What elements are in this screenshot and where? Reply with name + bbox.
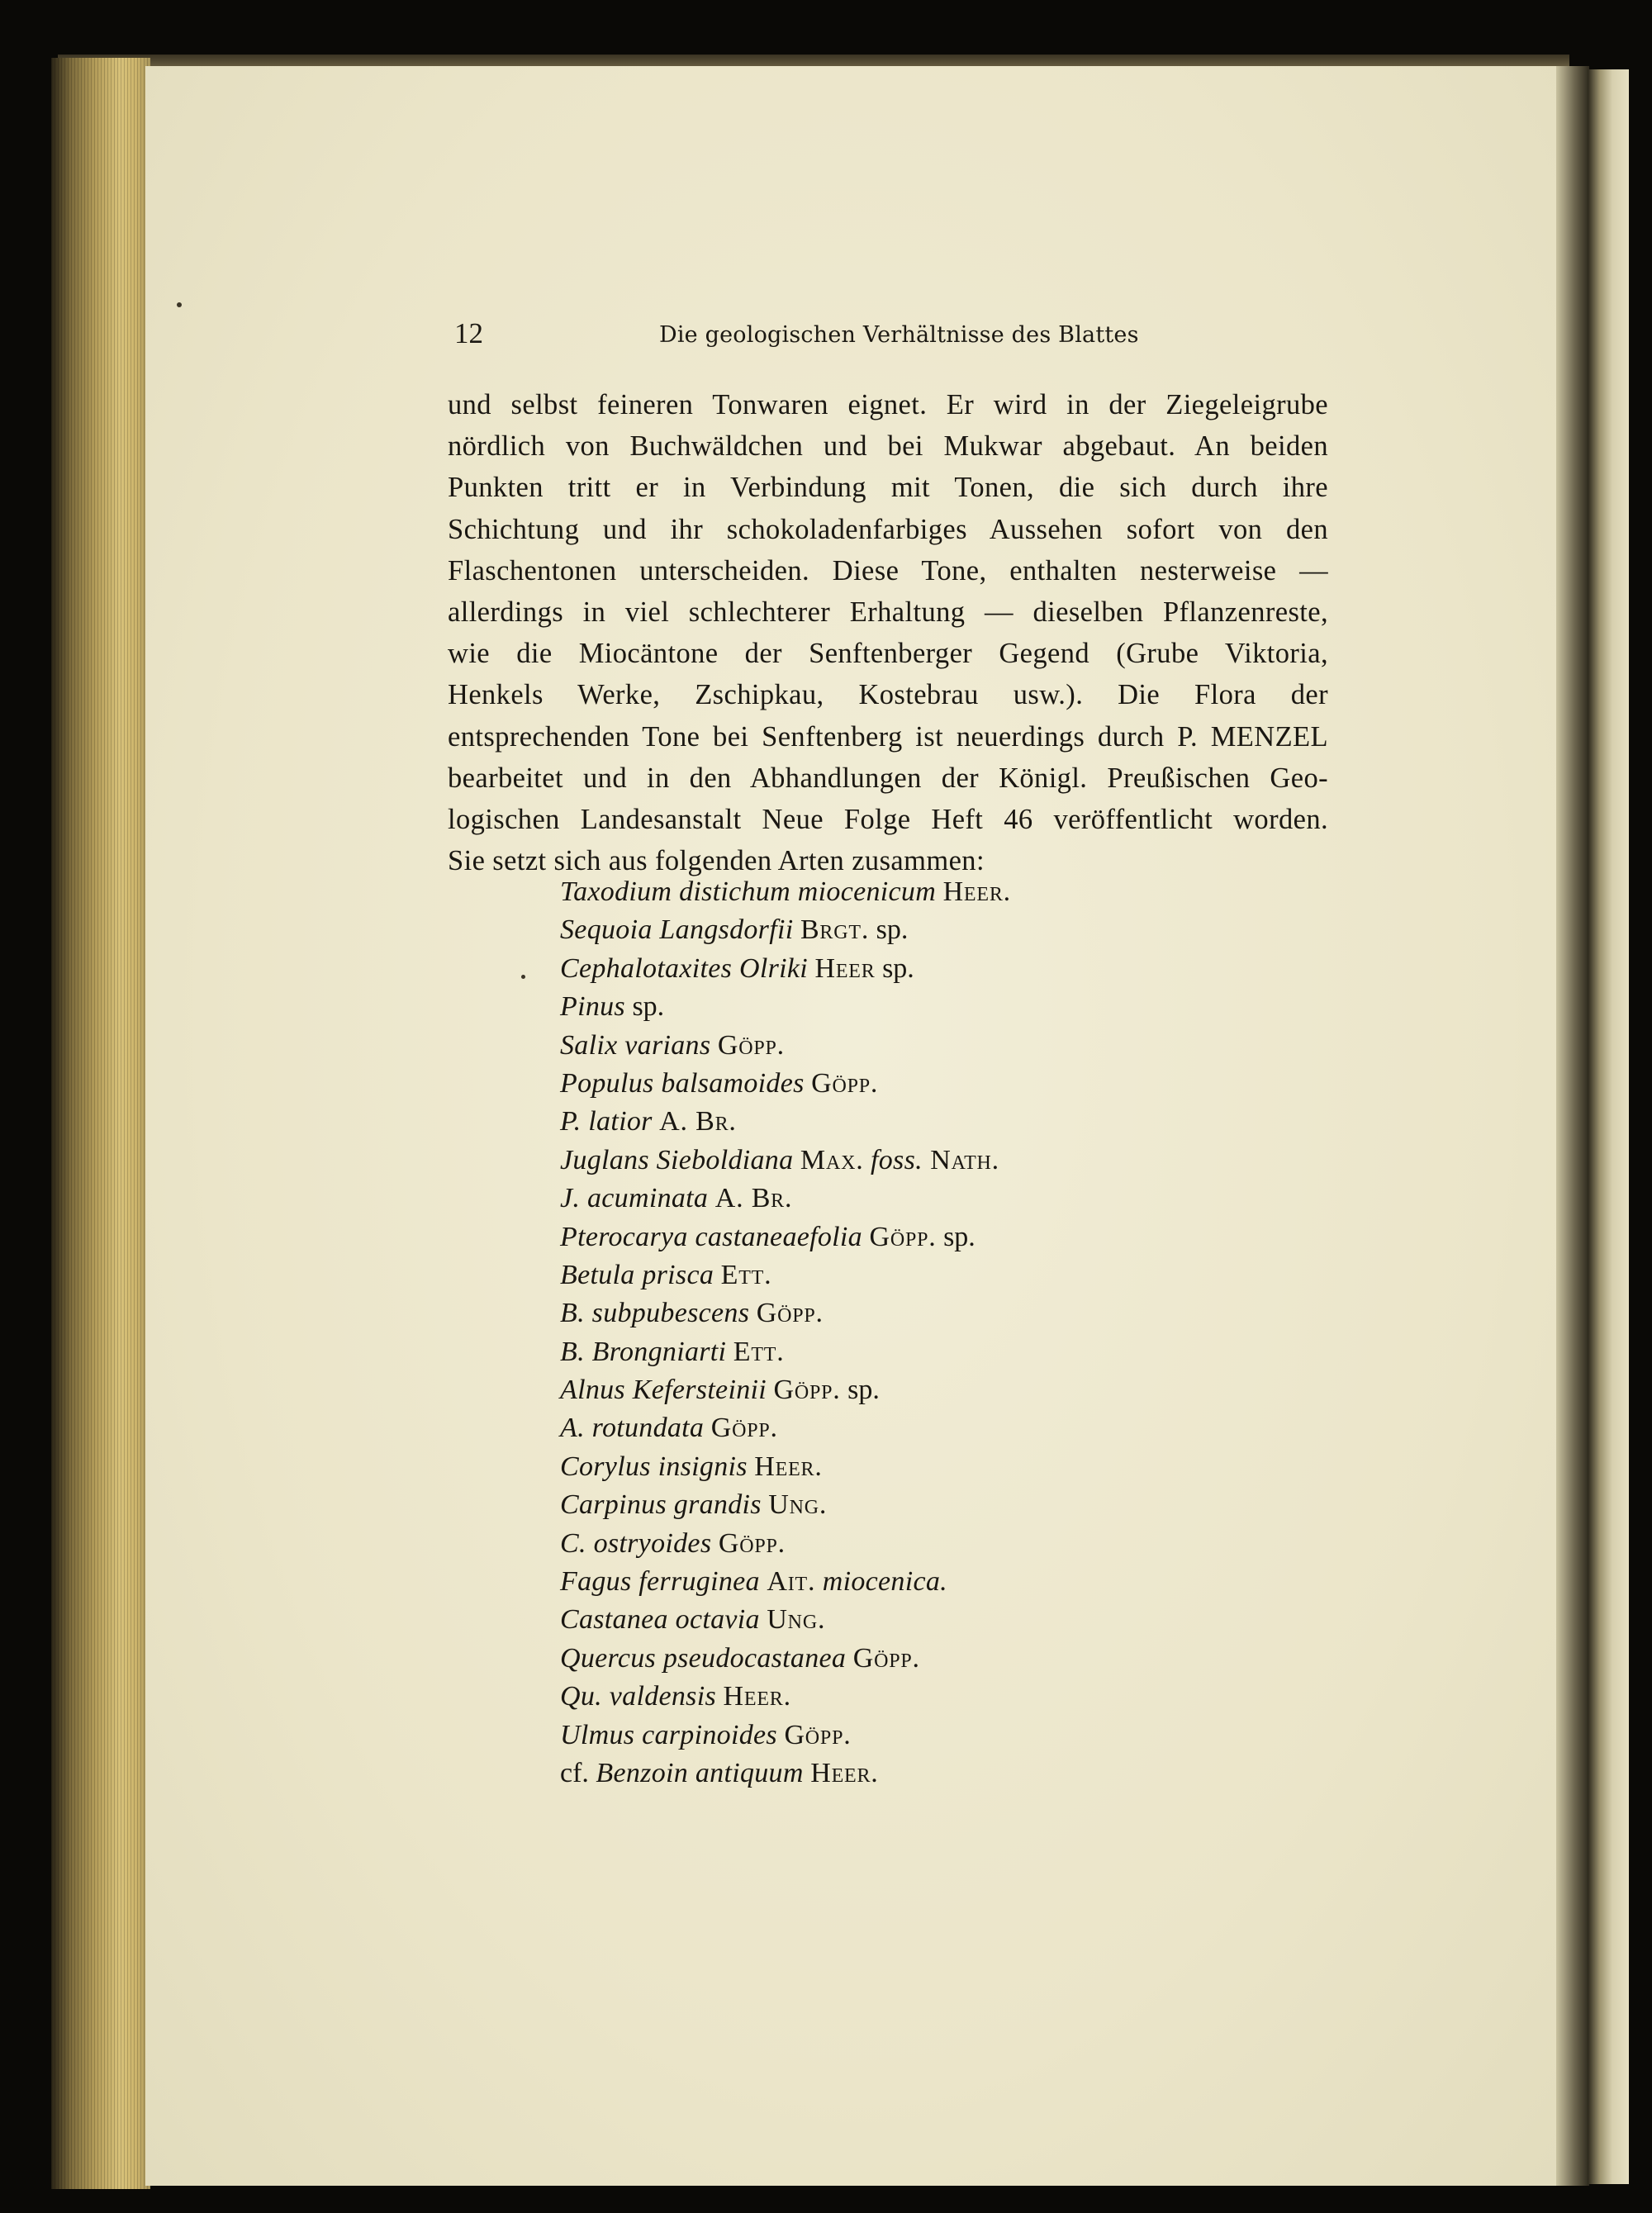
species-suffix: sp. <box>876 914 909 946</box>
species-name: Pterocarya castaneaefolia <box>560 1221 862 1252</box>
species-suffix: sp. <box>943 1221 976 1252</box>
species-name: Corylus insignis <box>560 1451 748 1482</box>
species-entry <box>560 1218 1011 1256</box>
species-entry <box>560 1640 1011 1678</box>
paragraph-line: Flaschentonen unterscheiden. Diese Tone, enthalten nesterweise — <box>448 554 1328 586</box>
species-author: Heer. <box>942 876 1011 907</box>
species-entry <box>560 1065 1011 1103</box>
species-author: Göpp. <box>717 1029 785 1061</box>
species-name: Populus balsamoides <box>560 1067 805 1099</box>
species-entry <box>560 1027 1011 1065</box>
species-author: Göpp. <box>710 1413 778 1444</box>
species-author: A. Br. <box>659 1106 737 1137</box>
species-author: Göpp. <box>773 1375 841 1406</box>
species-entry <box>560 1256 1011 1294</box>
species-name: Quercus pseudocastanea <box>560 1642 847 1674</box>
species-entry <box>560 1180 1011 1218</box>
paragraph-line: entsprechenden Tone bei Senftenberg ist neuerdings durch P. MENZEL <box>448 720 1328 753</box>
paragraph-line: wie die Miocäntone der Senftenberger Gegend (Grube Viktoria, <box>448 638 1328 670</box>
species-name: Fagus ferruginea <box>560 1566 760 1598</box>
species-entry <box>560 950 1011 988</box>
paragraph-line: Sie setzt sich aus folgenden Arten zusammen: <box>448 845 985 877</box>
paragraph-line: Punkten tritt er in Verbindung mit Tonen, die sich durch ihre <box>448 472 1328 504</box>
species-name: Salix varians <box>560 1029 711 1061</box>
running-header <box>454 317 1338 359</box>
species-entry <box>560 1525 1011 1563</box>
species-author: Heer <box>814 952 876 984</box>
species-author: Ung. <box>768 1489 828 1521</box>
species-author: Max. <box>800 1144 864 1175</box>
species-tail: foss. Nath. <box>871 1144 999 1175</box>
species-prefix: cf. <box>560 1757 589 1788</box>
paragraph-line: nördlich von Buchwäldchen und bei Mukwar abgebaut. An beiden <box>448 430 1328 463</box>
species-author: Göpp. <box>718 1527 786 1559</box>
paper-speck <box>521 975 525 979</box>
paragraph-line: allerdings in viel schlechterer Erhaltung — dieselben Pflanzenreste, <box>448 596 1328 628</box>
species-author: Göpp. <box>756 1298 824 1329</box>
species-author: Ait. <box>767 1566 816 1598</box>
species-name: J. acuminata <box>560 1183 709 1214</box>
body-paragraph <box>448 384 1328 881</box>
species-author: A. Br. <box>714 1183 793 1214</box>
species-name: P. latior <box>560 1106 653 1137</box>
species-name: B. subpubescens <box>560 1298 750 1329</box>
species-tail: miocenica. <box>822 1566 947 1598</box>
species-entry <box>560 1409 1011 1447</box>
species-author: Göpp. <box>811 1067 879 1099</box>
species-name: Castanea octavia <box>560 1604 760 1636</box>
species-author: Ett. <box>720 1259 772 1290</box>
species-author: Ung. <box>767 1604 826 1636</box>
running-head-title: Die geologischen Verhältnisse des Blattes <box>659 322 1139 348</box>
species-entry <box>560 1563 1011 1601</box>
species-entry <box>560 1294 1011 1332</box>
species-entry <box>560 1678 1011 1716</box>
species-entry <box>560 873 1011 911</box>
species-author: Heer. <box>810 1757 879 1788</box>
species-name: Juglans Sieboldiana <box>560 1144 794 1175</box>
species-author: Heer. <box>723 1681 791 1712</box>
paper-speck <box>177 302 182 307</box>
species-author: Ett. <box>733 1336 785 1367</box>
paragraph-line: Schichtung und ihr schokoladenfarbiges Aussehen sofort von den <box>448 513 1328 545</box>
species-name: Pinus <box>560 991 625 1023</box>
species-entry <box>560 1142 1011 1180</box>
species-name: Taxodium distichum miocenicum <box>560 876 937 907</box>
species-name: C. ostryoides <box>560 1527 712 1559</box>
species-entry <box>560 1333 1011 1371</box>
species-suffix: sp. <box>632 991 665 1023</box>
species-entry <box>560 1717 1011 1755</box>
species-entry <box>560 1755 1011 1793</box>
species-name: Carpinus grandis <box>560 1489 762 1521</box>
book-page-edges <box>51 58 150 2189</box>
species-entry <box>560 1371 1011 1409</box>
species-author: Göpp. <box>852 1642 920 1674</box>
species-entry <box>560 1448 1011 1486</box>
species-author: Heer. <box>754 1451 823 1482</box>
species-name: Betula prisca <box>560 1259 714 1290</box>
species-name: Ulmus carpinoides <box>560 1719 777 1750</box>
species-entry <box>560 911 1011 949</box>
paragraph-line: und selbst feineren Tonwaren eignet. Er wird in der Ziegeleigrube <box>448 389 1328 420</box>
facing-page-edge <box>1588 69 1629 2184</box>
species-name: Benzoin antiquum <box>596 1757 804 1788</box>
paragraph-line: Henkels Werke, Zschipkau, Kostebrau usw.). Die Flora der <box>448 679 1328 711</box>
paragraph-line: bearbeitet und in den Abhandlungen der Königl. Preußischen Geo- <box>448 762 1328 794</box>
paragraph-line: logischen Landesanstalt Neue Folge Heft 46 veröffentlicht worden. <box>448 803 1328 835</box>
page-gutter <box>1556 66 1589 2186</box>
species-author: Brgt. <box>800 914 870 946</box>
species-author: Göpp. <box>869 1221 937 1252</box>
species-entry <box>560 1601 1011 1639</box>
species-suffix: sp. <box>847 1375 880 1406</box>
page-number: 12 <box>454 317 483 349</box>
species-list <box>560 873 1011 1793</box>
species-name: Alnus Kefersteinii <box>560 1375 767 1406</box>
species-name: B. Brongniarti <box>560 1336 727 1367</box>
species-author: Göpp. <box>784 1719 852 1750</box>
species-name: Cephalotaxites Olriki <box>560 952 808 984</box>
species-entry <box>560 1486 1011 1524</box>
species-entry <box>560 988 1011 1026</box>
species-name: Qu. valdensis <box>560 1681 716 1712</box>
species-suffix: sp. <box>882 952 914 984</box>
species-name: A. rotundata <box>560 1413 705 1444</box>
species-name: Sequoia Langsdorfii <box>560 914 794 946</box>
species-entry <box>560 1103 1011 1141</box>
